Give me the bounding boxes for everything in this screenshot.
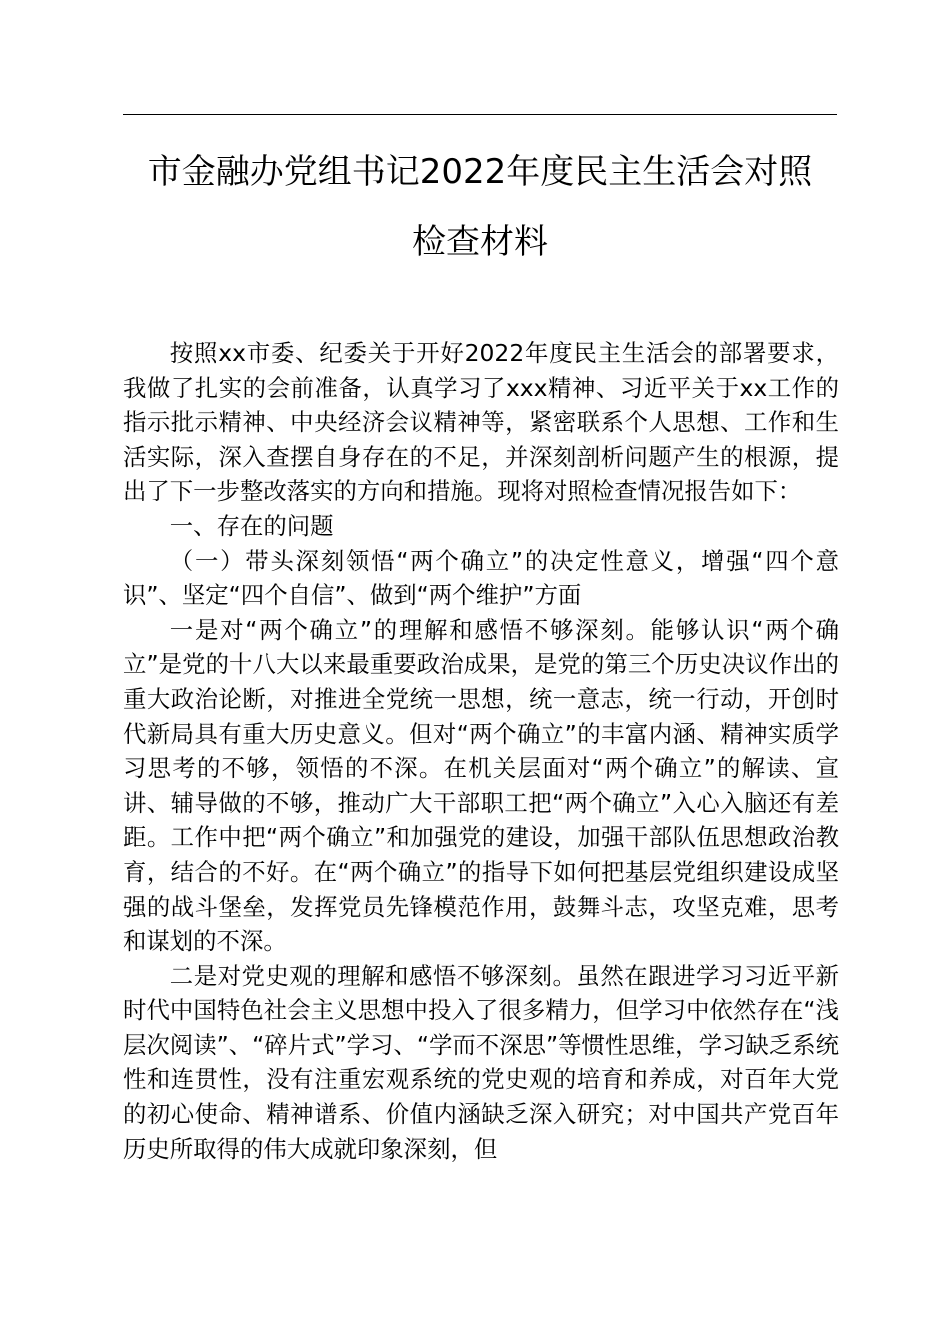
paragraph-point-2: 二是对党史观的理解和感悟不够深刻。虽然在跟进学习习近平新时代中国特色社会主义思想中投入了很多精力，但学习中依然存在“浅层次阅读”、“碎片式”学习、“学而不深思”等惯性思维，学习缺乏系统性和连贯性，没有注重宏观系统的党史观的培育和养成，对百年大党的初心使命、精神谱系、价值内涵缺乏深入研究；对中国共产党百年历史所取得的伟大成就印象深刻，但	[123, 961, 839, 1163]
section-heading: 一、存在的问题	[169, 511, 334, 540]
subsection-heading: （一）带头深刻领悟“两个确立”的决定性意义，增强“四个意识”、坚定“四个自信”、做到“两个维护”方面	[123, 546, 839, 610]
paragraph-intro: 按照xx市委、纪委关于开好2022年度民主生活会的部署要求，我做了扎实的会前准备，认真学习了xxx精神、习近平关于xx工作的指示批示精神、中央经济会议精神等，紧密联系个人思想、工作和生活实际，深入查摆自身存在的不足，并深刻剖析问题产生的根源，提出了下一步整改落实的方向和措施。现将对照检查情况报告如下：	[123, 339, 839, 506]
document-title-line-2: 检查材料	[412, 222, 548, 262]
header-rule	[123, 114, 837, 115]
document-title-line-1: 市金融办党组书记2022年度民主生活会对照	[147, 152, 813, 192]
document-body	[123, 336, 839, 1166]
paragraph-point-1: 一是对“两个确立”的理解和感悟不够深刻。能够认识“两个确立”是党的十八大以来最重要政治成果，是党的第三个历史决议作出的重大政治论断，对推进全党统一思想，统一意志，统一行动，开创时代新局具有重大历史意义。但对“两个确立”的丰富内涵、精神实质学习思考的不够，领悟的不深。在机关层面对“两个确立”的解读、宣讲、辅导做的不够，推动广大干部职工把“两个确立”入心入脑还有差距。工作中把“两个确立”和加强党的建设，加强干部队伍思想政治教育，结合的不好。在“两个确立”的指导下如何把基层党组织建设成坚强的战斗堡垒，发挥党员先锋模范作用，鼓舞斗志，攻坚克难，思考和谋划的不深。	[123, 615, 839, 956]
